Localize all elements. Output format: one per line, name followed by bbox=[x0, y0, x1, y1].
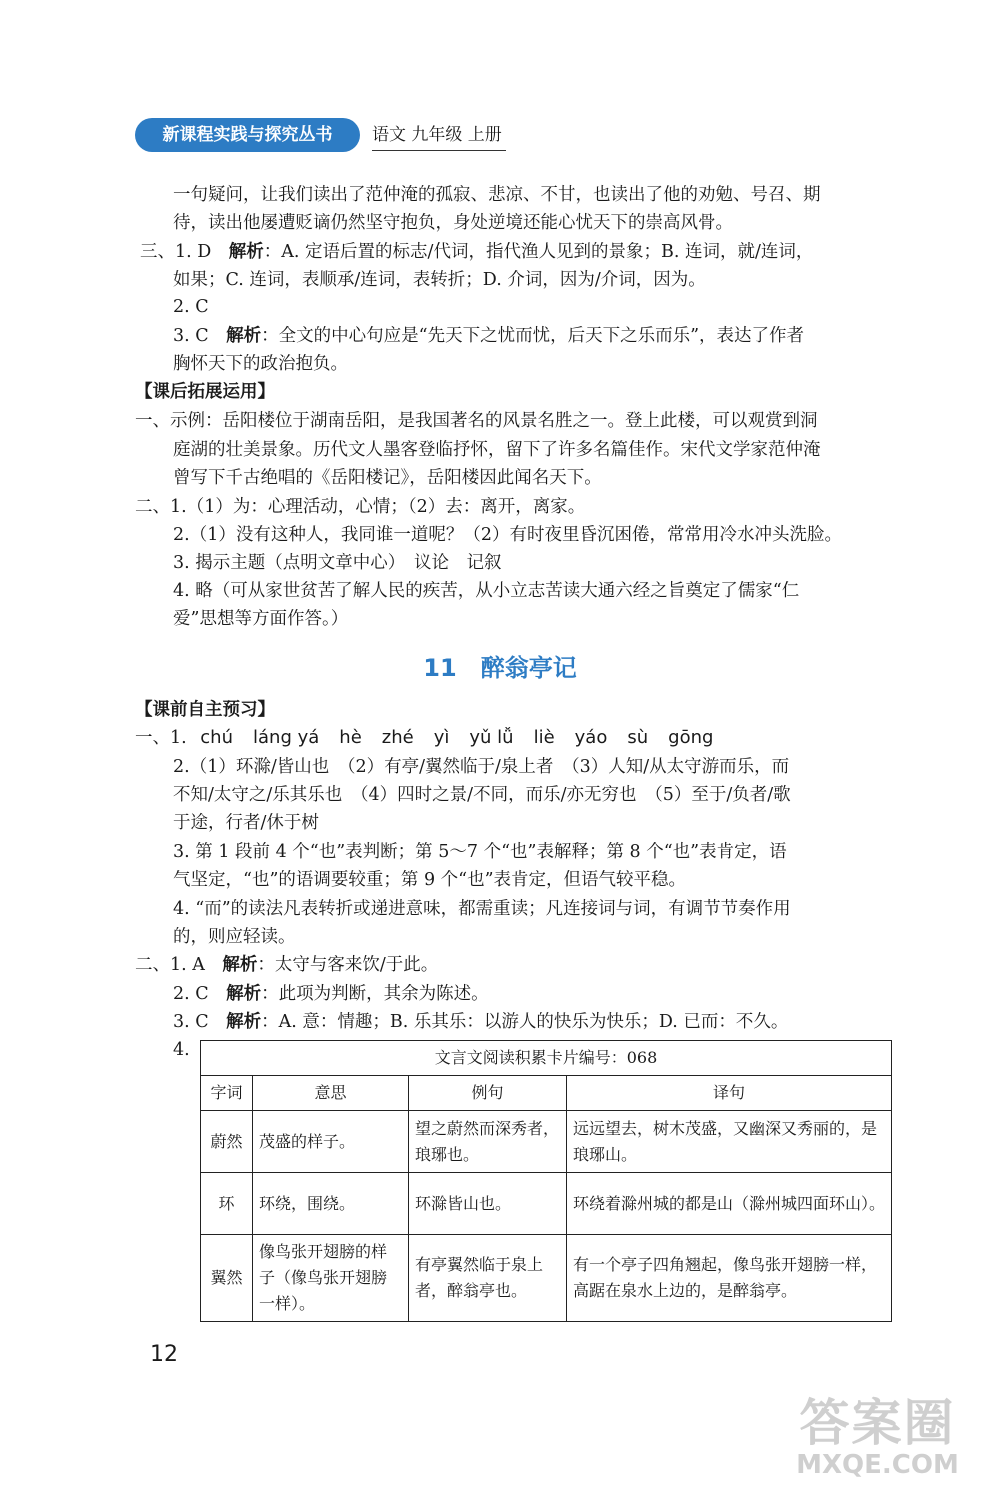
text-line: 4. 略（可从家世贫苦了解人民的疾苦，从小立志苦读大通六经之旨奠定了儒家“仁 bbox=[173, 581, 800, 601]
card-cell: 环绕，围绕。 bbox=[253, 1173, 409, 1235]
table-row bbox=[201, 1111, 892, 1173]
page-number: 12 bbox=[150, 1342, 178, 1367]
text-line: 2.（1）没有这种人，我同谁一道呢？（2）有时夜里昏沉困倦，常常用冷水冲头洗脸。 bbox=[173, 525, 842, 545]
card-cell: 环滁皆山也。 bbox=[409, 1173, 567, 1235]
table-row bbox=[201, 1173, 892, 1235]
subject-label: 语文 九年级 上册 bbox=[372, 120, 506, 151]
section-title bbox=[0, 648, 1000, 683]
card-cell: 有亭翼然临于泉上者，醉翁亭也。 bbox=[409, 1235, 567, 1322]
card-cell: 茂盛的样子。 bbox=[253, 1111, 409, 1173]
card-cell: 像鸟张开翅膀的样子（像鸟张开翅膀一样）。 bbox=[253, 1235, 409, 1322]
card-cell: 环绕着滁州城的都是山（滁州城四面环山）。 bbox=[567, 1173, 892, 1235]
text-line: 4. “而”的读法凡表转折或递进意味，都需重读；凡连接词与词，有调节节奏作用 bbox=[173, 899, 791, 919]
text-line: 一句疑问，让我们读出了范仲淹的孤寂、悲凉、不甘，也读出了他的劝勉、号召、期 bbox=[173, 185, 821, 205]
q3-line-3: 2. C bbox=[173, 297, 209, 317]
card-header: 意思 bbox=[253, 1076, 409, 1111]
text-line: 不知/太守之/乐其乐也 （4）四时之景/不同，而乐/亦无穷也 （5）至于/负者/歌 bbox=[173, 785, 791, 805]
section-number: 11 bbox=[423, 654, 457, 682]
card-header: 译句 bbox=[567, 1076, 892, 1111]
watermark-logo: 答案圈 bbox=[799, 1394, 956, 1452]
text-line: 于途，行者/休于树 bbox=[173, 813, 319, 833]
text-line: 爱”思想等方面作答。） bbox=[173, 609, 349, 629]
series-badge: 新课程实践与探究丛书 bbox=[135, 118, 360, 152]
card-header: 字词 bbox=[201, 1076, 253, 1111]
q2-line-4: 4. bbox=[173, 1040, 190, 1060]
card-cell: 蔚然 bbox=[201, 1111, 253, 1173]
q2-line-2: 2. C 解析：此项为判断，其余为陈述。 bbox=[173, 984, 489, 1004]
card-cell: 有一个亭子四角翘起，像鸟张开翅膀一样，高踞在泉水上边的，是醉翁亭。 bbox=[567, 1235, 892, 1322]
text-line: 气坚定，“也”的语调要较重；第 9 个“也”表肯定，但语气较平稳。 bbox=[173, 870, 687, 890]
text-line: 曾写下千古绝唱的《岳阳楼记》，岳阳楼因此闻名天下。 bbox=[173, 468, 602, 488]
text-line: 3. 揭示主题（点明文章中心） 议论 记叙 bbox=[173, 553, 502, 573]
text-line: 一、示例：岳阳楼位于湖南岳阳，是我国著名的风景名胜之一。登上此楼，可以观赏到洞 bbox=[135, 411, 818, 431]
q2-line-1: 二、1. A 解析：太守与客来饮/于此。 bbox=[135, 955, 439, 975]
q3-line-4: 3. C 解析：全文的中心句应是“先天下之忧而忧，后天下之乐而乐”，表达了作者 bbox=[173, 326, 805, 346]
extension-heading: 【课后拓展运用】 bbox=[135, 382, 275, 402]
text-line: 2.（1）环滁/皆山也 （2）有亭/翼然临于/泉上者 （3）人知/从太守游而乐，而 bbox=[173, 757, 790, 777]
text-line: 待，读出他屡遭贬谪仍然坚守抱负，身处逆境还能心忧天下的崇高风骨。 bbox=[173, 213, 733, 233]
pinyin-line: 一、1. chú láng yá hè zhé yì yǔ lǚ liè yáo sù gōng bbox=[135, 727, 714, 748]
q3-line-2: 如果；C. 连词，表顺承/连词，表转折；D. 介词，因为/介词，因为。 bbox=[173, 270, 706, 290]
card-cell: 环 bbox=[201, 1173, 253, 1235]
card-title: 文言文阅读积累卡片编号：068 bbox=[201, 1041, 892, 1076]
card-cell: 翼然 bbox=[201, 1235, 253, 1322]
text-line: 3. 第 1 段前 4 个“也”表判断；第 5～7 个“也”表解释；第 8 个“也”表肯定，语 bbox=[173, 842, 787, 862]
card-cell: 望之蔚然而深秀者，琅琊也。 bbox=[409, 1111, 567, 1173]
section-name: 醉翁亭记 bbox=[480, 654, 577, 682]
watermark bbox=[770, 1395, 985, 1479]
watermark-url: MXQE.COM bbox=[796, 1450, 959, 1480]
q3-line-5: 胸怀天下的政治抱负。 bbox=[173, 354, 348, 374]
q3-line-1: 三、1. D 解析：A. 定语后置的标志/代词，指代渔人见到的景象；B. 连词，就/连词， bbox=[140, 242, 814, 262]
text-line: 二、1.（1）为：心理活动，心情；（2）去：离开，离家。 bbox=[135, 497, 586, 517]
card-header: 例句 bbox=[409, 1076, 567, 1111]
card-cell: 远远望去，树木茂盛，又幽深又秀丽的，是琅琊山。 bbox=[567, 1111, 892, 1173]
q2-line-3: 3. C 解析：A. 意：情趣；B. 乐其乐：以游人的快乐为快乐；D. 已而：不久。 bbox=[173, 1012, 789, 1032]
table-row bbox=[201, 1235, 892, 1322]
prestudy-heading: 【课前自主预习】 bbox=[135, 700, 275, 720]
text-line: 的，则应轻读。 bbox=[173, 927, 296, 947]
text-line: 庭湖的壮美景象。历代文人墨客登临抒怀，留下了许多名篇佳作。宋代文学家范仲淹 bbox=[173, 440, 821, 460]
reading-card-table bbox=[200, 1040, 892, 1322]
